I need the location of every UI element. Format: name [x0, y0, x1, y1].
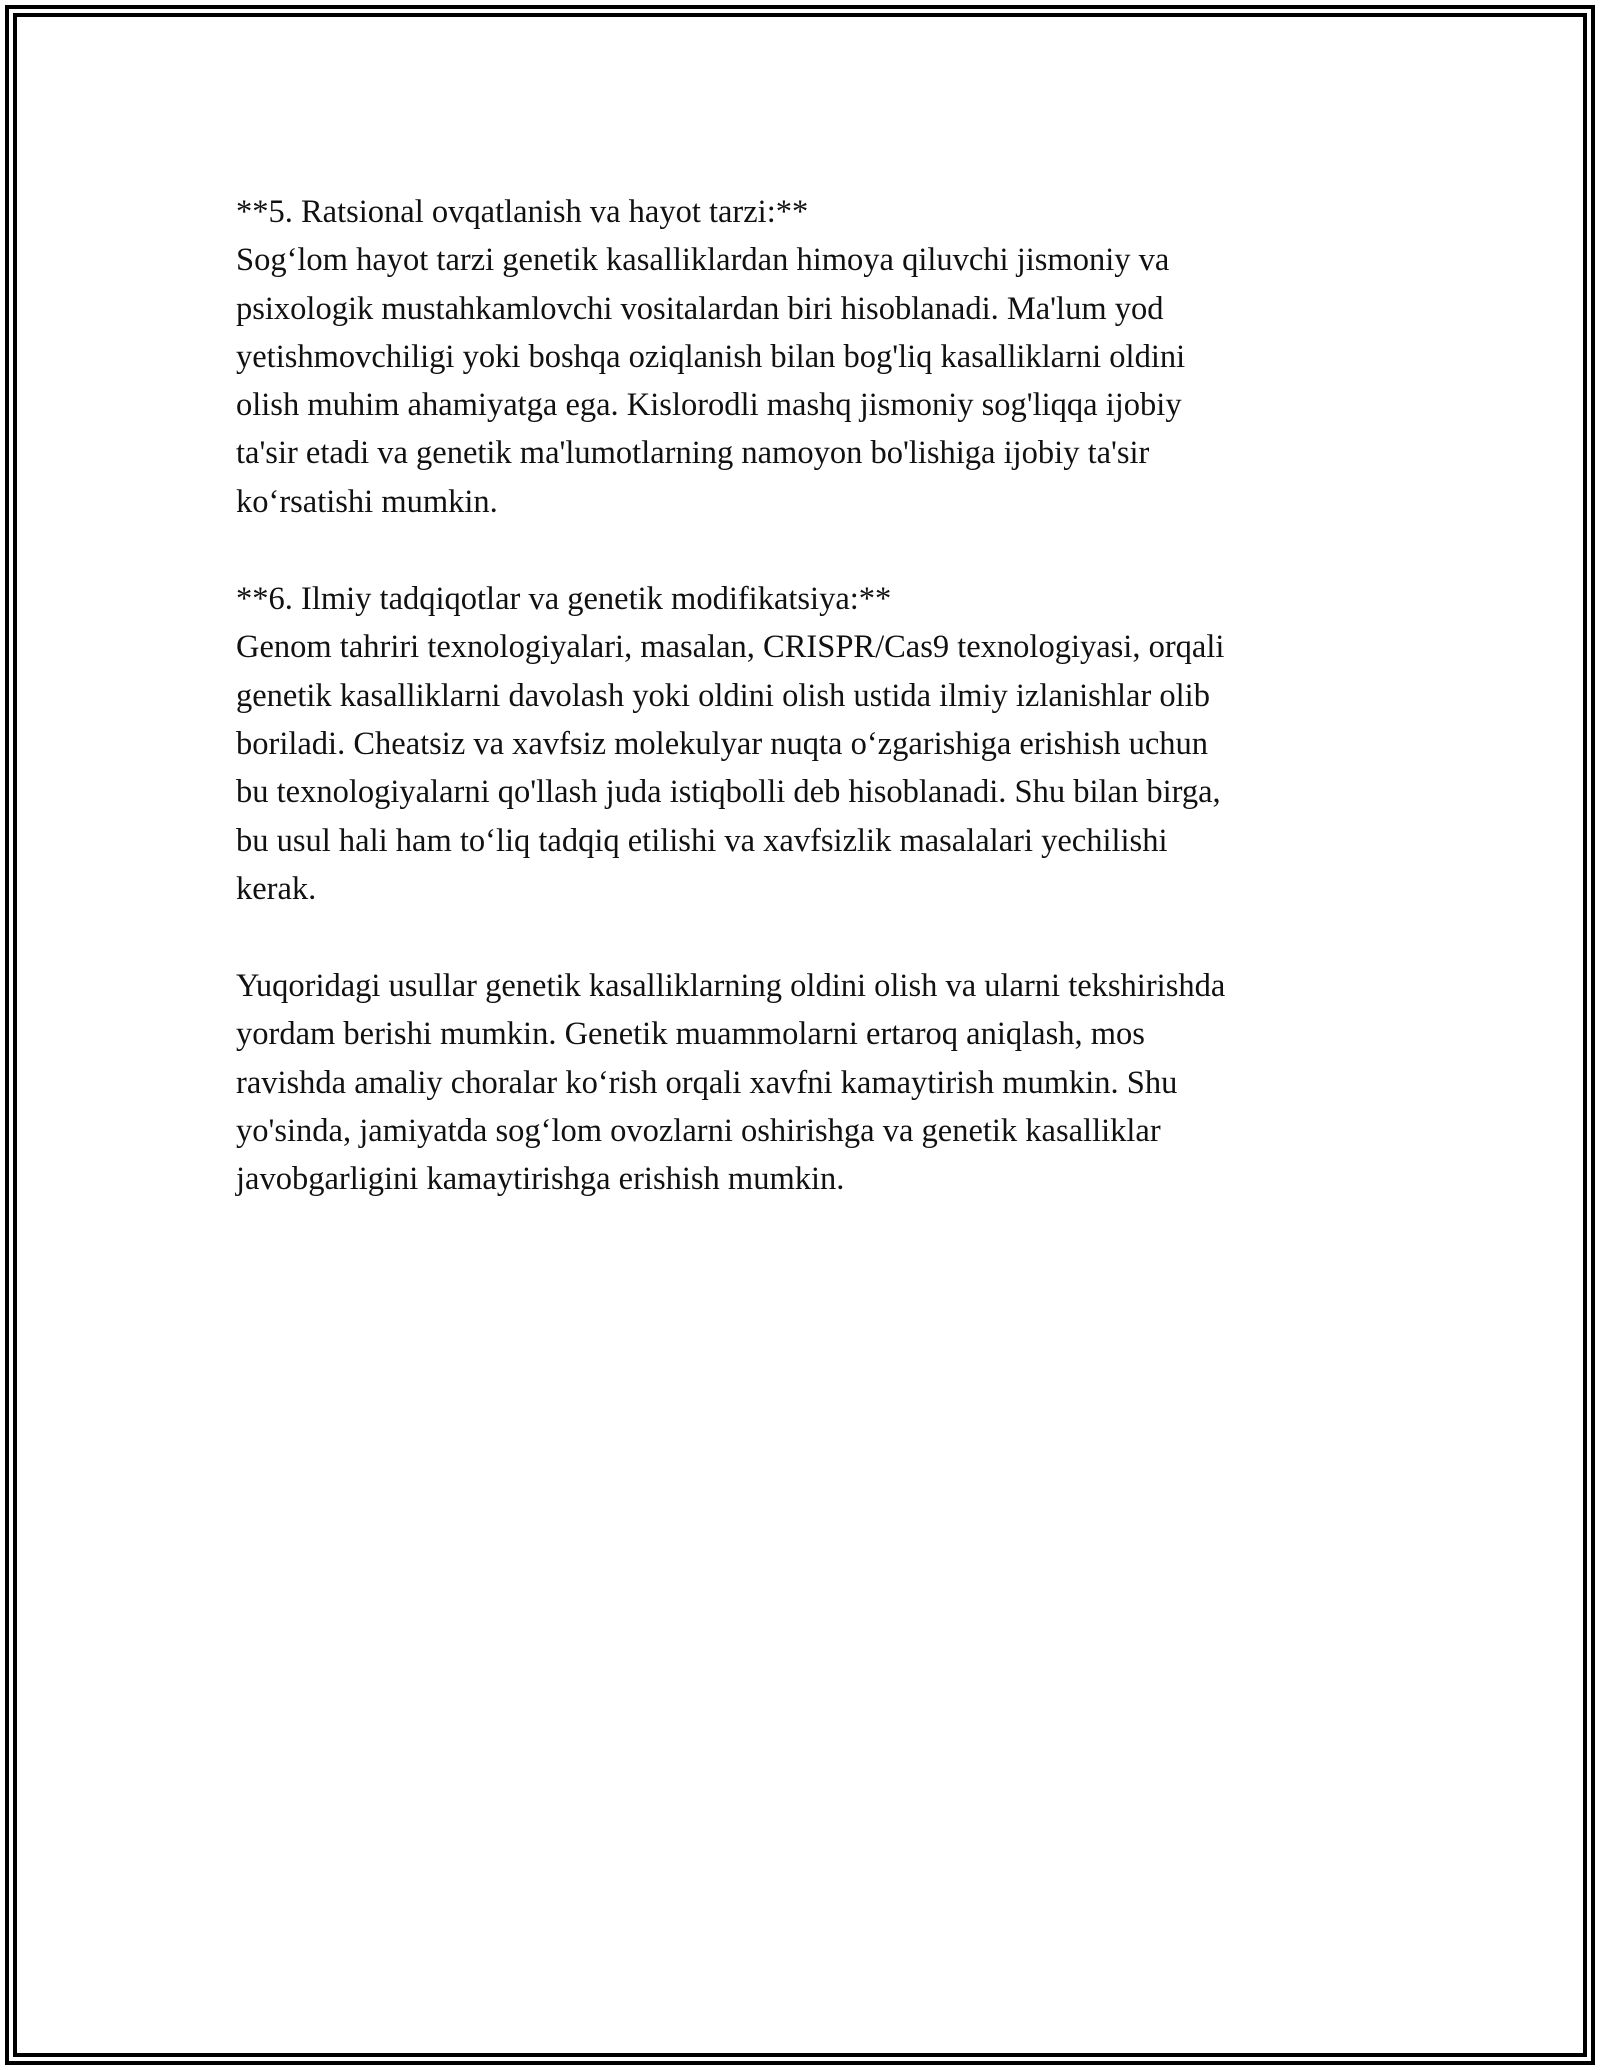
section-research-modification	[236, 575, 1376, 913]
conclusion-paragraph: Yuqoridagi usullar genetik kasalliklarning oldini olish va ularni tekshirishda yordam berishi mumkin. Genetik muammolarni ertaroq aniqlash, mos ravishda amaliy choralar ko‘rish orqali xavfni kamaytirish mumkin. Shu yo'sinda, jamiyatda sog‘lom ovozlarni oshirishga va genetik kasalliklar javobgarligini kamaytirishga erishish mumkin.	[236, 968, 1226, 1198]
section-conclusion	[236, 962, 1376, 1203]
section-heading: **5. Ratsional ovqatlanish va hayot tarzi:**	[236, 194, 809, 230]
section-nutrition-lifestyle	[236, 188, 1376, 526]
section-heading: **6. Ilmiy tadqiqotlar va genetik modifikatsiya:**	[236, 581, 892, 618]
document-text	[236, 188, 1376, 1253]
section-paragraph: Sog‘lom hayot tarzi genetik kasalliklardan himoya qiluvchi jismoniy va psixologik mustahkamlovchi vositalardan biri hisoblanadi. Ma'lum yod yetishmovchiligi yoki boshqa oziqlanish bilan bog'liq kasalliklarni oldini olish muhim ahamiyatga ega. Kislorodli mashq jismoniy sog'liqqa ijobiy ta'sir etadi va genetik ma'lumotlarning namoyon bo'lishiga ijobiy ta'sir ko‘rsatishi mumkin.	[236, 242, 1186, 520]
section-paragraph: Genom tahriri texnologiyalari, masalan, CRISPR/Cas9 texnologiyasi, orqali genetik kasalliklarni davolash yoki oldini olish ustida ilmiy izlanishlar olib boriladi. Cheatsiz va xavfsiz molekulyar nuqta o‘zgarishiga erishish uchun bu texnologiyalarni qo'llash juda istiqbolli deb hisoblanadi. Shu bilan birga, bu usul hali ham to‘liq tadqiq etilishi va xavfsizlik masalalari yechilishi kerak.	[236, 629, 1225, 907]
